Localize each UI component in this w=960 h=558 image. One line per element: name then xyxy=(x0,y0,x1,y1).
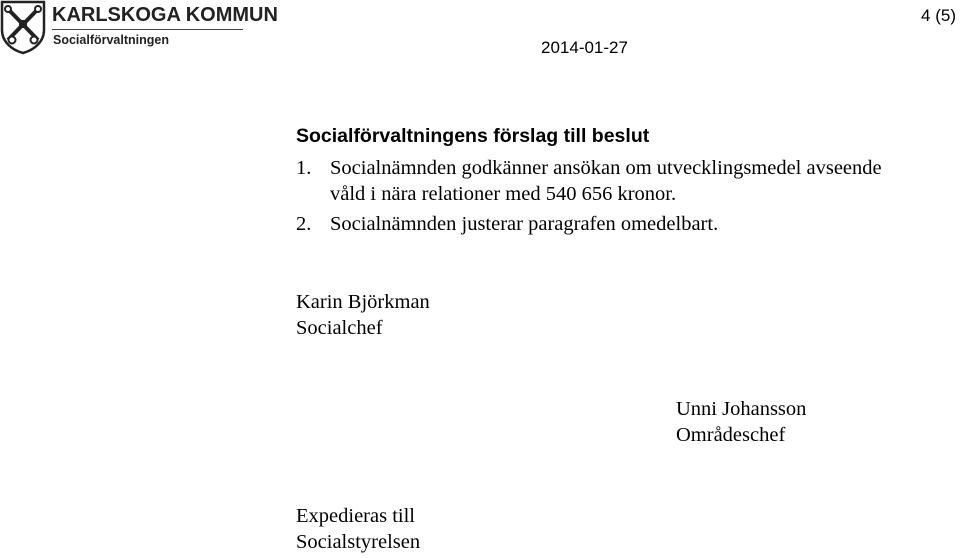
proposal-item-number: 2. xyxy=(296,213,312,235)
signatory-title: Socialchef xyxy=(296,317,383,339)
karlskoga-coat-of-arms-icon xyxy=(0,0,46,54)
signatory-name: Karin Björkman xyxy=(296,291,430,313)
distribution-recipient: Socialstyrelsen xyxy=(296,531,421,553)
department-name: Socialförvaltningen xyxy=(53,33,169,47)
proposal-item-number: 1. xyxy=(296,157,312,179)
signatory-name: Unni Johansson xyxy=(676,398,807,420)
page-number: 4 (5) xyxy=(921,6,956,25)
proposal-item-text: Socialnämnden justerar paragrafen omedelbart. xyxy=(330,213,719,235)
distribution-label: Expedieras till xyxy=(296,505,415,527)
proposal-heading: Socialförvaltningens förslag till beslut xyxy=(296,125,650,147)
header-divider xyxy=(52,29,243,30)
organization-name: KARLSKOGA KOMMUN xyxy=(52,4,278,26)
document-date: 2014-01-27 xyxy=(541,38,628,57)
proposal-item-text: Socialnämnden godkänner ansökan om utvecklingsmedel avseende xyxy=(330,157,882,179)
signatory-title: Områdeschef xyxy=(676,424,786,446)
proposal-item-text: våld i nära relationer med 540 656 kronor. xyxy=(330,183,677,205)
